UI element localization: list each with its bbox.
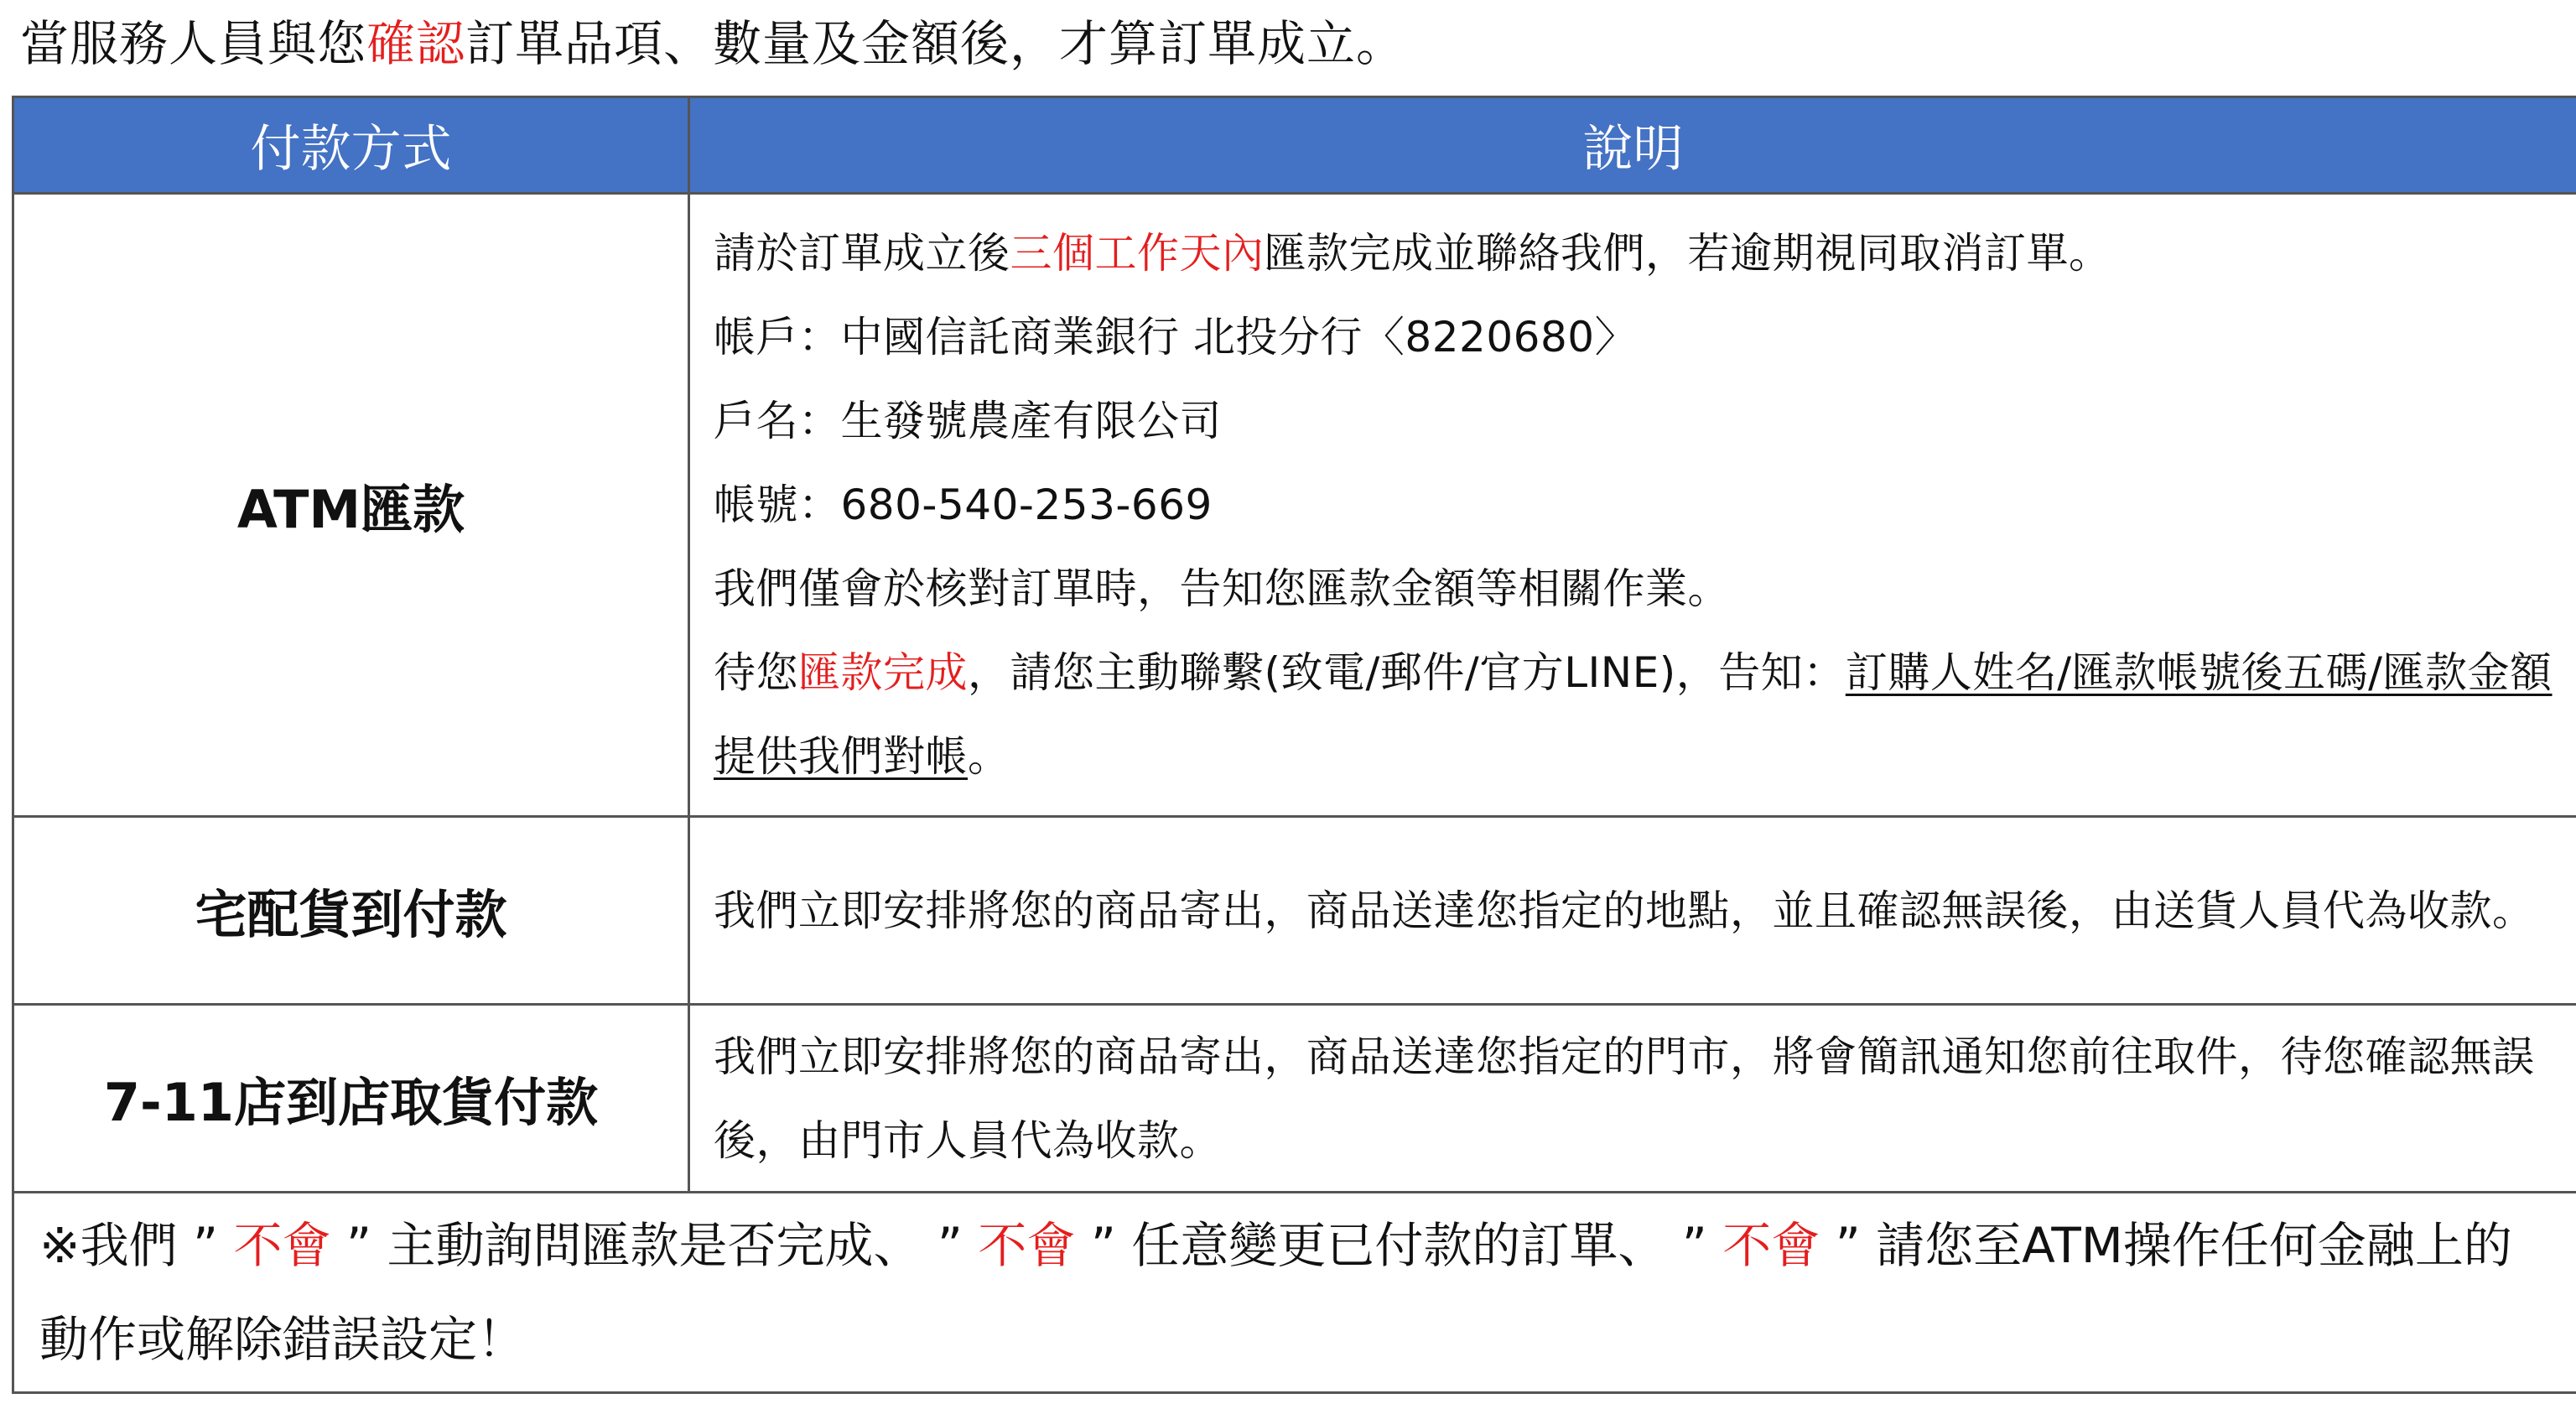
notice-highlight-1: 不會 — [233, 1217, 331, 1274]
atm-check-note: 我們僅會於核對訂單時，告知您匯款金額等相關作業。 — [714, 564, 1730, 613]
atm-notify-before: 待您 — [714, 648, 798, 697]
notice-part-2: ” 主動詢問匯款是否完成、 ” — [330, 1217, 979, 1274]
intro-highlight: 確認 — [366, 15, 466, 72]
atm-deadline-line — [714, 211, 2554, 295]
notice-part-4: ” 請您至ATM操作任何金融上的動作或解除錯誤設定！ — [39, 1217, 2512, 1368]
atm-notify-middle: ，請您主動聯繫(致電/郵件/官方LINE)，告知： — [968, 648, 1846, 697]
atm-notify-line — [714, 631, 2554, 798]
description-cod: 我們立即安排將您的商品寄出，商品送達您指定的地點，並且確認無誤後，由送貨人員代為收款。 — [689, 817, 2576, 1005]
payment-methods-table — [12, 96, 2576, 1394]
atm-deadline-highlight: 三個工作天內 — [1010, 229, 1265, 278]
atm-account-name: 戶名：生發號農產有限公司 — [714, 397, 1222, 445]
table-row-store-pickup — [13, 1005, 2576, 1193]
method-store-pickup: 7-11店到店取貨付款 — [13, 1005, 689, 1193]
table-row-cod — [13, 817, 2576, 1005]
header-payment-method: 付款方式 — [13, 97, 689, 194]
atm-notify-underlined: 訂購人姓名/匯款帳號後五碼/匯款金額 提供我們對帳 — [714, 648, 2553, 781]
notice-part-1: ※我們 ” — [39, 1217, 234, 1274]
table-row-notice — [13, 1193, 2576, 1393]
atm-notify-end: 。 — [968, 732, 1010, 781]
table-header-row — [13, 97, 2576, 194]
atm-notify-highlight: 匯款完成 — [798, 648, 968, 697]
description-store-pickup: 我們立即安排將您的商品寄出，商品送達您指定的門市，將會簡訊通知您前往取件，待您確認無誤後，由門市人員代為收款。 — [689, 1005, 2576, 1193]
intro-text-after: 訂單品項、數量及金額後，才算訂單成立。 — [465, 15, 1406, 72]
method-cod: 宅配貨到付款 — [13, 817, 689, 1005]
header-description: 說明 — [689, 97, 2576, 194]
atm-deadline-after: 匯款完成並聯絡我們，若逾期視同取消訂單。 — [1264, 229, 2111, 278]
notice-highlight-3: 不會 — [1722, 1217, 1820, 1274]
intro-line — [20, 13, 1405, 74]
notice-part-3: ” 任意變更已付款的訂單、 ” — [1075, 1217, 1723, 1274]
notice-text — [13, 1193, 2576, 1393]
atm-bank-account: 帳戶：中國信託商業銀行 北投分行〈8220680〉 — [714, 313, 1638, 361]
intro-text-before: 當服務人員與您 — [20, 15, 367, 72]
notice-highlight-2: 不會 — [978, 1217, 1076, 1274]
atm-account-number: 帳號：680-540-253-669 — [714, 481, 1213, 529]
description-atm — [689, 194, 2576, 817]
method-atm: ATM匯款 — [13, 194, 689, 817]
table-row-atm — [13, 194, 2576, 817]
atm-deadline-before: 請於訂單成立後 — [714, 229, 1010, 278]
